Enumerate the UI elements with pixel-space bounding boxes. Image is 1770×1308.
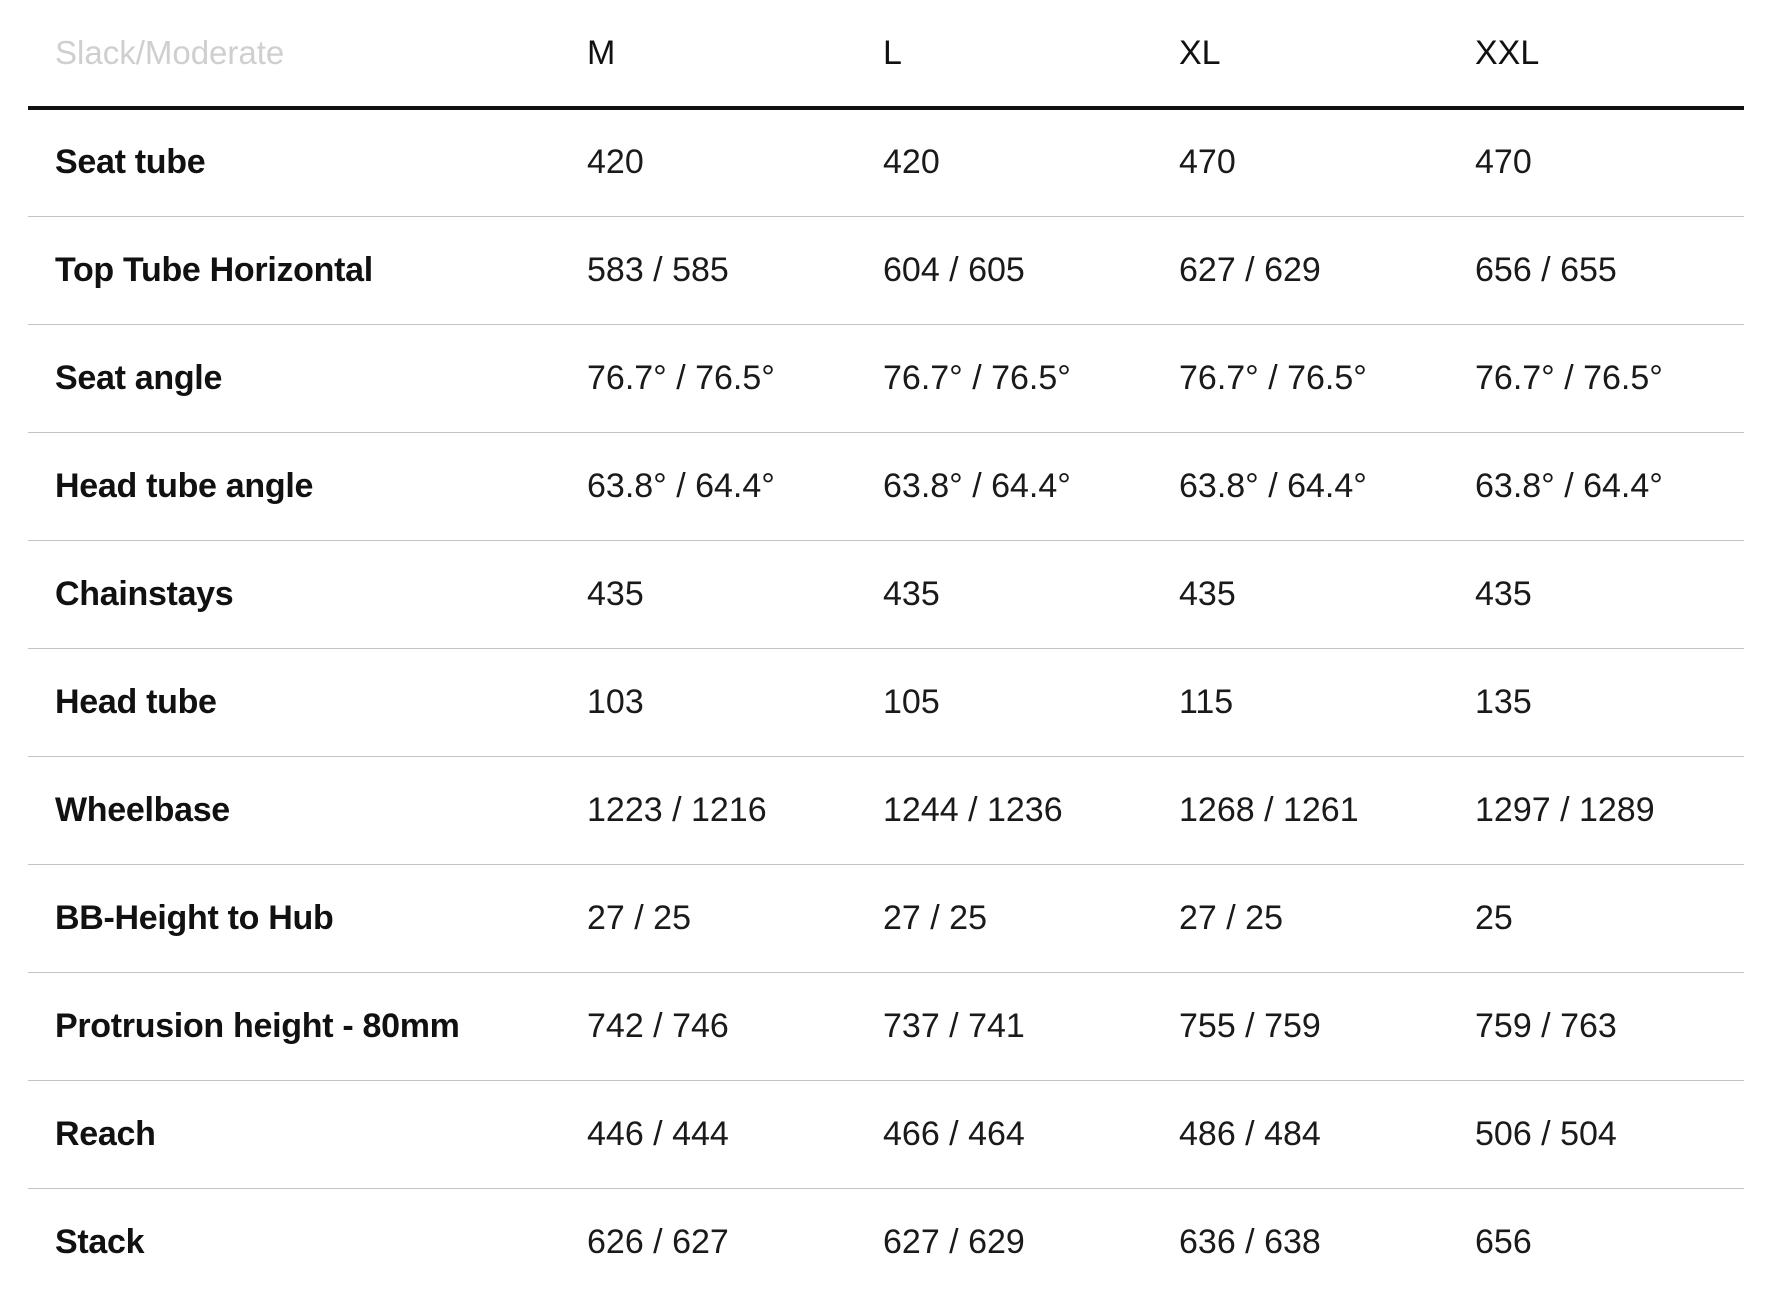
table-cell: 76.7° / 76.5° xyxy=(856,324,1152,432)
table-row xyxy=(28,864,1744,972)
row-label: Seat tube xyxy=(28,108,560,216)
table-row xyxy=(28,540,1744,648)
table-cell: 27 / 25 xyxy=(560,864,856,972)
table-cell: 656 xyxy=(1475,1222,1532,1261)
table-row xyxy=(28,324,1744,432)
row-label: Top Tube Horizontal xyxy=(28,216,560,324)
table-cell: 115 xyxy=(1152,648,1448,756)
table-cell: 435 xyxy=(1448,540,1744,648)
table-cell: 420 xyxy=(560,108,856,216)
table-cell: 737 / 741 xyxy=(856,972,1152,1080)
table-row xyxy=(28,216,1744,324)
table-cell: 135 xyxy=(1448,648,1744,756)
table-cell: 470 xyxy=(1152,108,1448,216)
size-header-xl: XL xyxy=(1152,0,1448,108)
table-cell: 583 / 585 xyxy=(560,216,856,324)
size-header-xxl: XXL xyxy=(1448,0,1744,108)
table-cell: 1244 / 1236 xyxy=(856,756,1152,864)
row-label: Chainstays xyxy=(28,540,560,648)
table-cell: 27 / 25 xyxy=(1152,864,1448,972)
row-label: BB-Height to Hub xyxy=(28,864,560,972)
table-cell: 742 / 746 xyxy=(560,972,856,1080)
setting-label: Slack/Moderate xyxy=(28,0,560,108)
table-cell: 627 / 629 xyxy=(883,1222,1025,1261)
header-row xyxy=(28,0,1744,108)
table-row xyxy=(28,1080,1744,1188)
table-cell: 103 xyxy=(560,648,856,756)
table-row xyxy=(28,972,1744,1080)
table-row xyxy=(28,1188,1744,1296)
row-label: Protrusion height - 80mm xyxy=(28,972,560,1080)
table-body xyxy=(28,108,1744,1296)
table-cell: 759 / 763 xyxy=(1448,972,1744,1080)
table-cell: 25 xyxy=(1448,864,1744,972)
table-cell: 604 / 605 xyxy=(856,216,1152,324)
table-row xyxy=(28,756,1744,864)
table-header xyxy=(28,0,1744,108)
table-cell: 435 xyxy=(1152,540,1448,648)
geometry-table xyxy=(28,0,1744,1296)
table-cell: 1223 / 1216 xyxy=(560,756,856,864)
table-row xyxy=(28,648,1744,756)
table-cell: 63.8° / 64.4° xyxy=(1448,432,1744,540)
row-label: Head tube xyxy=(28,648,560,756)
row-label: Reach xyxy=(28,1080,560,1188)
table-cell: 63.8° / 64.4° xyxy=(1152,432,1448,540)
table-cell: 470 xyxy=(1448,108,1744,216)
table-cell: 435 xyxy=(856,540,1152,648)
table-cell: 486 / 484 xyxy=(1152,1080,1448,1188)
table-cell: 435 xyxy=(560,540,856,648)
row-label: Wheelbase xyxy=(28,756,560,864)
table-cell: 636 / 638 xyxy=(1179,1222,1321,1261)
table-cell: 755 / 759 xyxy=(1152,972,1448,1080)
table-cell: 466 / 464 xyxy=(856,1080,1152,1188)
table-cell: 76.7° / 76.5° xyxy=(560,324,856,432)
table-row xyxy=(28,108,1744,216)
table-cell: 420 xyxy=(856,108,1152,216)
table-cell: 1268 / 1261 xyxy=(1152,756,1448,864)
table-cell: 27 / 25 xyxy=(856,864,1152,972)
table-cell: 63.8° / 64.4° xyxy=(560,432,856,540)
table-cell: 76.7° / 76.5° xyxy=(1152,324,1448,432)
table-cell: 626 / 627 xyxy=(587,1222,729,1261)
table-cell: 627 / 629 xyxy=(1152,216,1448,324)
table-cell: 446 / 444 xyxy=(560,1080,856,1188)
size-header-l: L xyxy=(856,0,1152,108)
row-label: Head tube angle xyxy=(28,432,560,540)
table-cell: 76.7° / 76.5° xyxy=(1448,324,1744,432)
table-row xyxy=(28,432,1744,540)
size-header-m: M xyxy=(560,0,856,108)
table-cell: 506 / 504 xyxy=(1448,1080,1744,1188)
table-cell: 63.8° / 64.4° xyxy=(856,432,1152,540)
row-label: Stack xyxy=(55,1222,145,1261)
row-label: Seat angle xyxy=(28,324,560,432)
table-cell: 105 xyxy=(856,648,1152,756)
table-cell: 1297 / 1289 xyxy=(1448,756,1744,864)
table-cell: 656 / 655 xyxy=(1448,216,1744,324)
